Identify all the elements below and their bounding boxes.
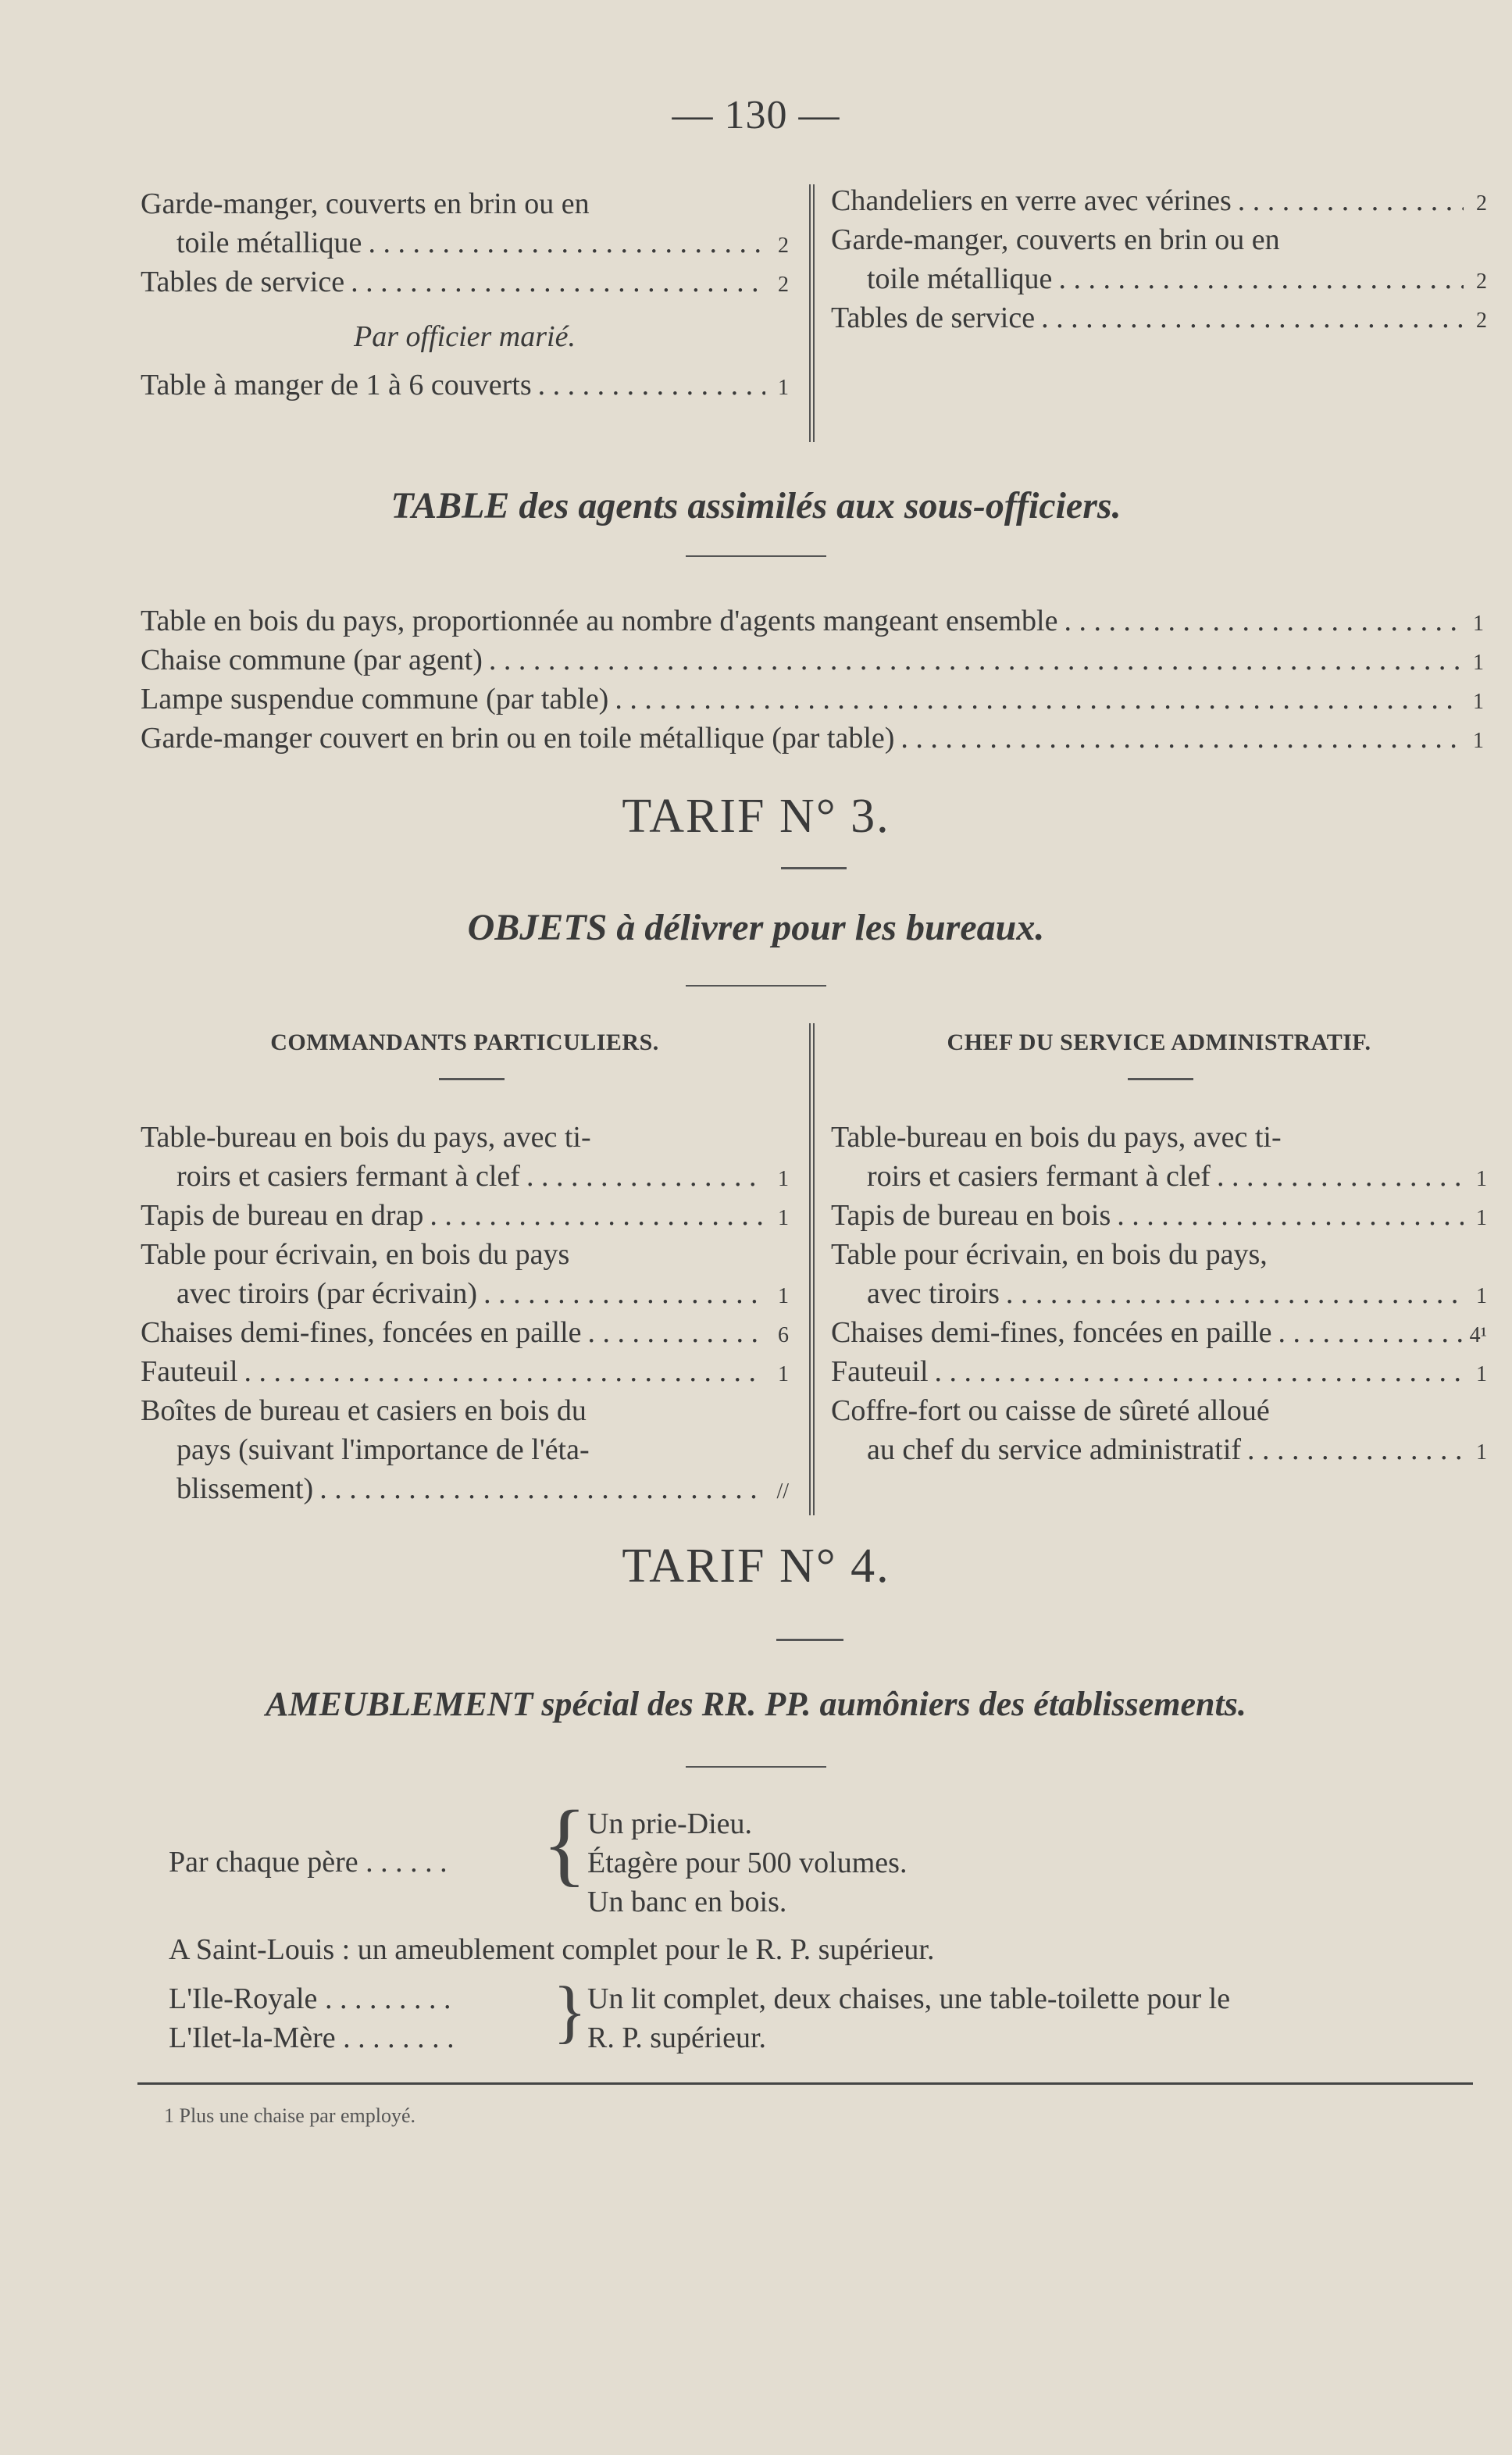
- list-item: [141, 1392, 789, 1431]
- short-rule: [776, 1639, 843, 1641]
- ornament-divider: [678, 976, 834, 994]
- item-quantity: 4¹: [1469, 1323, 1487, 1347]
- list-item: [831, 1314, 1487, 1353]
- list-item: [831, 1236, 1487, 1275]
- islands-allocation: [587, 1979, 1485, 2057]
- item-text: Table-bureau en bois du pays, avec ti-: [831, 1121, 1282, 1154]
- list-item: [831, 220, 1487, 259]
- list-item: [831, 1275, 1487, 1314]
- leader-dots: [538, 366, 765, 405]
- column-divider: [809, 1023, 815, 1515]
- list-item: [141, 223, 789, 262]
- item-text: Tables de service: [831, 302, 1036, 334]
- leader-dots: [1006, 1275, 1464, 1312]
- leader-dots: [489, 641, 1460, 680]
- item-text: Table pour écrivain, en bois du pays,: [831, 1238, 1268, 1271]
- item-text: Chaises demi-fines, foncées en paille: [831, 1316, 1272, 1349]
- item-text: Table-bureau en bois du pays, avec ti-: [141, 1121, 591, 1154]
- footnote-rule: [137, 2082, 1473, 2085]
- leader-dots: [483, 1275, 765, 1312]
- leader-dots: [430, 1197, 765, 1234]
- list-item: [831, 298, 1487, 337]
- item-text: Fauteuil: [831, 1355, 929, 1388]
- item-text: Par chaque père: [169, 1846, 358, 1879]
- item-quantity: 1: [1476, 1284, 1487, 1308]
- leader-dots: [935, 1353, 1464, 1390]
- chef-service-column: [831, 1119, 1487, 1470]
- tarif-4-title: TARIF N° 4.: [622, 1540, 890, 1593]
- list-item: [141, 1314, 789, 1353]
- list-item: [831, 1353, 1487, 1392]
- item-text: Garde-manger, couverts en brin ou en: [831, 223, 1280, 256]
- column-divider: [809, 184, 815, 442]
- list-item: [141, 1431, 789, 1470]
- subheading: Par officier marié.: [354, 320, 576, 353]
- list-item: [141, 1470, 789, 1509]
- item-quantity: 1: [1476, 1362, 1487, 1386]
- chaplain-items: [587, 1804, 907, 1922]
- item-quantity: //: [776, 1479, 789, 1504]
- item-quantity: 1: [1476, 1206, 1487, 1230]
- list-item: [141, 641, 1484, 680]
- item-text: L'Ile-Royale: [169, 1982, 318, 2015]
- list-item: [831, 181, 1487, 220]
- islands-labels: L'Ile-Royale . . . . . . . . . L'Ilet-la-Mère . . . . . . . .: [169, 1982, 455, 2054]
- item-text: Tables de service: [141, 266, 345, 298]
- list-item: [831, 259, 1487, 298]
- leader-dots: [1064, 601, 1460, 641]
- list-item: [831, 1197, 1487, 1236]
- list-item: [141, 601, 1484, 641]
- list-item: [141, 1353, 789, 1392]
- list-item: Un prie-Dieu.: [587, 1807, 753, 1840]
- page-number: — 130 —: [672, 93, 840, 137]
- item-text: Garde-manger couvert en brin ou en toile métallique (par table): [141, 722, 895, 755]
- agents-list: [141, 601, 1484, 758]
- leader-dots: [351, 262, 765, 302]
- list-item: [141, 1275, 789, 1314]
- item-quantity: 2: [1476, 269, 1487, 294]
- commandants-column: [141, 1119, 789, 1509]
- item-quantity: 1: [778, 1284, 789, 1308]
- tarif-4-subtitle: AMEUBLEMENT spécial des RR. PP. aumôniers des établissements.: [266, 1685, 1246, 1723]
- item-quantity: 6: [778, 1323, 789, 1347]
- list-item: [141, 1197, 789, 1236]
- item-quantity: 1: [778, 1206, 789, 1230]
- item-text: R. P. supérieur.: [587, 2021, 767, 2054]
- item-quantity: 1: [1473, 690, 1484, 714]
- item-quantity: 1: [1473, 612, 1484, 636]
- item-text: pays (suivant l'importance de l'éta-: [177, 1433, 590, 1466]
- leader-dots: [1058, 259, 1464, 298]
- item-text: Table à manger de 1 à 6 couverts: [141, 369, 532, 401]
- list-item: [141, 719, 1484, 758]
- list-item: [141, 184, 789, 223]
- leader-dots: [1217, 1158, 1464, 1195]
- item-quantity: 1: [1476, 1167, 1487, 1191]
- list-item: [141, 1119, 789, 1158]
- item-quantity: 1: [1476, 1440, 1487, 1465]
- item-text: Garde-manger, couverts en brin ou en: [141, 187, 590, 220]
- item-text: toile métallique: [867, 262, 1053, 295]
- item-text: au chef du service administratif: [867, 1433, 1242, 1466]
- list-item: [141, 366, 789, 405]
- leader-dots: [1278, 1314, 1464, 1351]
- item-text: Chandeliers en verre avec vérines: [831, 184, 1232, 217]
- item-text: Boîtes de bureau et casiers en bois du: [141, 1394, 587, 1427]
- item-quantity: 1: [778, 1167, 789, 1191]
- list-item: [831, 1392, 1487, 1431]
- item-text: Chaises demi-fines, foncées en paille: [141, 1316, 582, 1349]
- item-text: Fauteuil: [141, 1355, 238, 1388]
- leader-dots: [900, 719, 1460, 758]
- ornament-divider: [678, 1757, 834, 1775]
- item-text: avec tiroirs: [867, 1277, 1000, 1310]
- item-text: Table pour écrivain, en bois du pays: [141, 1238, 570, 1271]
- item-text: toile métallique: [177, 227, 362, 259]
- item-quantity: 2: [778, 273, 789, 297]
- item-text: Un lit complet, deux chaises, une table-toilette pour le: [587, 1982, 1231, 2015]
- item-text: blissement): [177, 1472, 314, 1505]
- list-item: Étagère pour 500 volumes.: [587, 1847, 908, 1879]
- leader-dots: [319, 1470, 765, 1508]
- list-item: [141, 262, 789, 302]
- short-rule: [439, 1078, 505, 1080]
- leader-dots: [1247, 1431, 1464, 1468]
- item-quantity: 1: [1473, 729, 1484, 753]
- item-text: roirs et casiers fermant à clef: [177, 1160, 520, 1193]
- list-item: [141, 680, 1484, 719]
- item-text: Table en bois du pays, proportionnée au nombre d'agents mangeant ensemble: [141, 605, 1058, 637]
- list-item: [831, 1119, 1487, 1158]
- list-item: [141, 1236, 789, 1275]
- leader-dots: [588, 1314, 765, 1351]
- item-text: Chaise commune (par agent): [141, 644, 483, 676]
- item-quantity: 2: [1476, 309, 1487, 333]
- item-quantity: 1: [778, 376, 789, 400]
- leader-dots: [615, 680, 1460, 719]
- tarif-3-subtitle: OBJETS à délivrer pour les bureaux.: [467, 907, 1045, 948]
- saint-louis-line: A Saint-Louis : un ameublement complet pour le R. P. supérieur.: [169, 1933, 935, 1966]
- item-text: roirs et casiers fermant à clef: [867, 1160, 1211, 1193]
- item-text: Coffre-fort ou caisse de sûreté alloué: [831, 1394, 1270, 1427]
- tarif-3-title: TARIF N° 3.: [622, 790, 890, 843]
- item-text: Tapis de bureau en bois: [831, 1199, 1111, 1232]
- short-rule: [1128, 1078, 1193, 1080]
- item-text: Lampe suspendue commune (par table): [141, 683, 609, 715]
- section-title: TABLE des agents assimilés aux sous-officiers.: [390, 485, 1122, 526]
- list-item: Un banc en bois.: [587, 1886, 787, 1918]
- item-quantity: 2: [778, 234, 789, 258]
- item-quantity: 1: [1473, 651, 1484, 675]
- ornament-divider: [678, 547, 834, 565]
- leader-dots: [244, 1353, 765, 1390]
- short-rule: [781, 867, 847, 869]
- par-chaque-pere-label: Par chaque père . . . . . .: [169, 1846, 448, 1879]
- brace-icon: }: [553, 1973, 587, 2050]
- leader-dots: [526, 1158, 765, 1195]
- leader-dots: [1238, 181, 1464, 220]
- brace-icon: {: [542, 1791, 587, 1895]
- column-header-left: COMMANDANTS PARTICULIERS.: [270, 1029, 659, 1055]
- leader-dots: [1117, 1197, 1464, 1234]
- list-item: [831, 1431, 1487, 1470]
- leader-dots: [1041, 298, 1464, 337]
- leader-dots: [368, 223, 765, 262]
- top-right-column: [831, 181, 1487, 337]
- list-item: [831, 1158, 1487, 1197]
- item-text: Tapis de bureau en drap: [141, 1199, 424, 1232]
- top-left-column: [141, 184, 789, 405]
- item-quantity: 2: [1476, 191, 1487, 216]
- list-item: [141, 1158, 789, 1197]
- item-quantity: 1: [778, 1362, 789, 1386]
- item-text: avec tiroirs (par écrivain): [177, 1277, 478, 1310]
- item-text: L'Ilet-la-Mère: [169, 2021, 336, 2054]
- column-header-right: CHEF DU SERVICE ADMINISTRATIF.: [947, 1029, 1371, 1055]
- footnote: 1 Plus une chaise par employé.: [164, 2104, 416, 2127]
